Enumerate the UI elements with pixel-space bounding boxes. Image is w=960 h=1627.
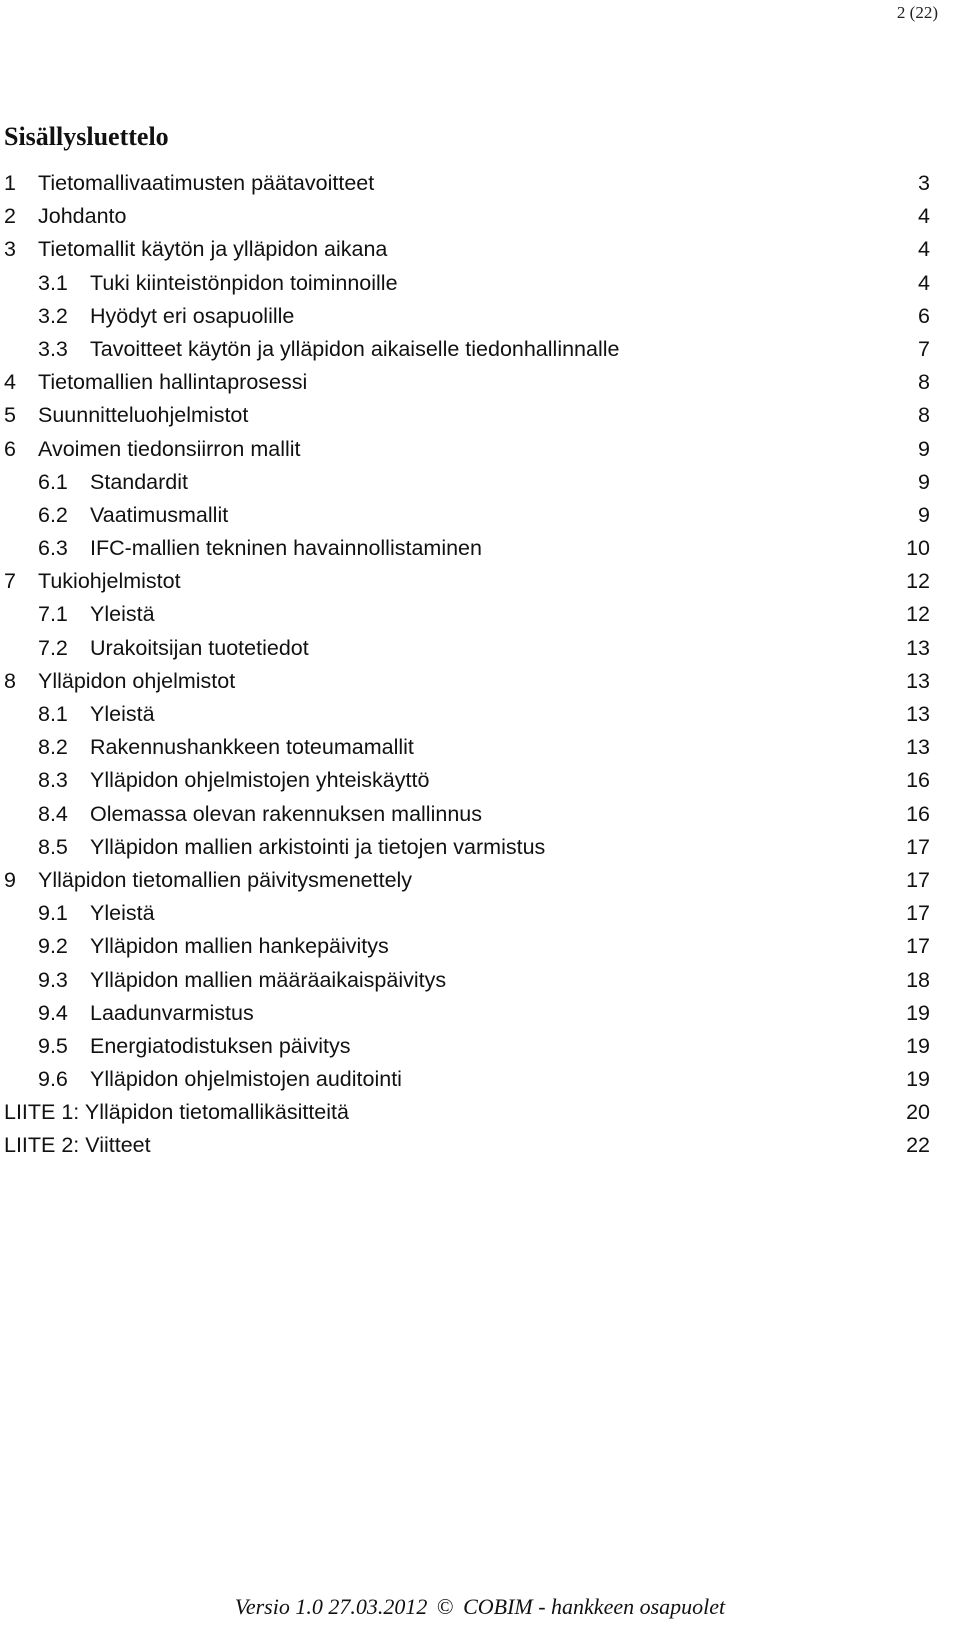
- toc-entry-label: LIITE 1: Ylläpidon tietomallikäsitteitä: [4, 1100, 349, 1125]
- toc-entry-label: Ylläpidon tietomallien päivitysmenettely: [38, 867, 413, 892]
- toc-entry-number: 7: [4, 569, 16, 594]
- toc-entry-label: Standardit: [90, 469, 189, 494]
- toc-entry-label: Olemassa olevan rakennuksen mallinnus: [90, 801, 482, 826]
- toc-entry-number: 8.3: [38, 768, 68, 793]
- copyright-icon: ©: [436, 1594, 454, 1619]
- toc-entry-page: 17: [906, 934, 930, 959]
- toc-entry-label: Yleistä: [90, 602, 155, 627]
- toc-entry[interactable]: [0, 499, 960, 532]
- toc-entry-number: 8.5: [38, 834, 68, 859]
- toc-entry-page: 13: [906, 735, 930, 760]
- toc-entry-label: Ylläpidon ohjelmistojen yhteiskäyttö: [90, 768, 430, 793]
- toc-title: Sisällysluettelo: [4, 122, 169, 151]
- toc-entry-number: 6: [4, 436, 16, 461]
- toc-entry-number: 8.4: [38, 801, 68, 826]
- toc-entry[interactable]: [0, 930, 960, 963]
- toc-entry[interactable]: [0, 1096, 960, 1129]
- toc-entry-label: Yleistä: [90, 901, 155, 926]
- toc-entry[interactable]: [0, 798, 960, 831]
- toc-entry-number: 8.1: [38, 702, 68, 726]
- toc-entry-number: 3: [4, 237, 16, 262]
- toc-entry[interactable]: [0, 897, 960, 930]
- toc-entry-page: 3: [918, 171, 930, 195]
- toc-entry-page: 19: [906, 1000, 930, 1025]
- toc-entry-label: Tavoitteet käytön ja ylläpidon aikaiselle tiedonhallinnalle: [90, 336, 620, 361]
- toc-entry-page: 20: [906, 1100, 930, 1125]
- toc-entry-label: Rakennushankkeen toteumamallit: [90, 735, 414, 760]
- toc-entry-number: 8.2: [38, 735, 68, 760]
- toc-entry-label: Ylläpidon mallien määräaikaispäivitys: [90, 967, 447, 992]
- toc-entry-page: 13: [906, 635, 930, 660]
- toc-entry-page: 4: [918, 204, 930, 229]
- toc-entry-label: Vaatimusmallit: [90, 502, 229, 527]
- toc-entry-label: Energiatodistuksen päivitys: [90, 1033, 351, 1058]
- page-number: 2 (22): [896, 3, 938, 22]
- toc-entry[interactable]: [0, 532, 960, 565]
- toc-entry[interactable]: [0, 1129, 960, 1162]
- toc-entry-label: Laadunvarmistus: [90, 1000, 254, 1025]
- toc-entry-number: 1: [4, 171, 16, 195]
- toc-entry-number: 6.1: [38, 469, 68, 494]
- toc-entry-label: Tukiohjelmistot: [38, 569, 181, 594]
- toc-entry[interactable]: [0, 399, 960, 432]
- toc-entry-page: 4: [918, 237, 930, 262]
- toc-entry-page: 16: [906, 801, 930, 826]
- toc-entry-page: 22: [906, 1133, 930, 1158]
- toc-entry-page: 19: [906, 1067, 930, 1092]
- toc-entry-number: 9.6: [38, 1067, 68, 1092]
- toc-entry[interactable]: [0, 300, 960, 333]
- toc-entry-page: 4: [918, 270, 930, 295]
- toc-entry-page: 12: [906, 569, 930, 594]
- toc-entry-number: 6.3: [38, 536, 68, 561]
- toc-entry-number: 3.2: [38, 303, 68, 328]
- toc-entry[interactable]: [0, 864, 960, 897]
- toc-entry-label: Tietomallit käytön ja ylläpidon aikana: [38, 237, 388, 262]
- toc-entry-page: 9: [918, 502, 930, 527]
- toc-entry-label: Johdanto: [38, 204, 127, 229]
- toc-entry[interactable]: [0, 1030, 960, 1063]
- toc-entry-page: 8: [918, 403, 930, 428]
- toc-entry-label: Hyödyt eri osapuolille: [90, 303, 295, 328]
- toc-entry-page: 6: [918, 303, 930, 328]
- toc-entry-label: Urakoitsijan tuotetiedot: [90, 635, 309, 660]
- toc-entry-page: 13: [906, 702, 930, 726]
- toc-entry-page: 7: [918, 336, 930, 361]
- toc-entry[interactable]: [0, 632, 960, 665]
- toc-entry-label: Suunnitteluohjelmistot: [38, 403, 249, 428]
- toc-entry-label: Ylläpidon ohjelmistojen auditointi: [90, 1067, 402, 1092]
- toc-entry-number: 3.1: [38, 270, 68, 295]
- toc-entry[interactable]: [0, 167, 960, 200]
- toc-entry-label: Ylläpidon mallien hankepäivitys: [90, 934, 389, 959]
- toc-entry[interactable]: [0, 433, 960, 466]
- toc-entry[interactable]: [0, 997, 960, 1030]
- toc-entry-page: 8: [918, 370, 930, 395]
- toc-entry-label: Tietomallien hallintaprosessi: [38, 370, 308, 395]
- toc-entry[interactable]: [0, 466, 960, 499]
- toc-entry-page: 19: [906, 1033, 930, 1058]
- toc-entry-label: Ylläpidon mallien arkistointi ja tietojen varmistus: [90, 834, 546, 859]
- toc-entry-page: 17: [906, 834, 930, 859]
- toc-entry-number: 9.4: [38, 1000, 68, 1025]
- toc-entry-number: 9.5: [38, 1033, 68, 1058]
- toc-entry-label: Tuki kiinteistönpidon toiminnoille: [90, 270, 398, 295]
- toc-entry[interactable]: [0, 366, 960, 399]
- toc-entry[interactable]: [0, 267, 960, 300]
- toc-entry-page: 17: [906, 901, 930, 926]
- toc-entry-number: 9: [4, 867, 16, 892]
- toc-entry[interactable]: [0, 233, 960, 266]
- toc-entry[interactable]: [0, 1063, 960, 1096]
- toc-entry[interactable]: [0, 731, 960, 764]
- toc-entry[interactable]: [0, 565, 960, 598]
- toc-entry-label: LIITE 2: Viitteet: [4, 1133, 151, 1158]
- toc-entry-page: 12: [906, 602, 930, 627]
- footer-organization: COBIM - hankkeen osapuolet: [463, 1594, 726, 1619]
- toc-entry-page: 18: [906, 967, 930, 992]
- toc-entry[interactable]: [0, 964, 960, 997]
- toc-entry-page: 17: [906, 867, 930, 892]
- toc-entry[interactable]: [0, 831, 960, 864]
- toc-entry-page: 9: [918, 469, 930, 494]
- toc-entry[interactable]: [0, 598, 960, 631]
- toc-entry[interactable]: [0, 333, 960, 366]
- toc-entry-label: Yleistä: [90, 702, 155, 726]
- table-of-contents: [0, 167, 960, 1163]
- toc-entry-label: Tietomallivaatimusten päätavoitteet: [38, 171, 375, 195]
- toc-entry-page: 13: [906, 668, 930, 693]
- toc-entry[interactable]: [0, 200, 960, 233]
- toc-entry-number: 9.3: [38, 967, 68, 992]
- toc-entry-page: 16: [906, 768, 930, 793]
- toc-entry-number: 7.2: [38, 635, 68, 660]
- toc-entry-number: 9.2: [38, 934, 68, 959]
- toc-entry[interactable]: [0, 764, 960, 797]
- toc-entry-label: Avoimen tiedonsiirron mallit: [38, 436, 301, 461]
- toc-entry-number: 9.1: [38, 901, 68, 926]
- toc-entry[interactable]: [0, 698, 960, 731]
- toc-entry-number: 4: [4, 370, 16, 395]
- toc-entry[interactable]: [0, 665, 960, 698]
- toc-entry-number: 7.1: [38, 602, 68, 627]
- toc-entry-number: 5: [4, 403, 16, 428]
- toc-entry-number: 6.2: [38, 502, 68, 527]
- toc-entry-page: 10: [906, 536, 930, 561]
- toc-entry-label: IFC-mallien tekninen havainnollistaminen: [90, 536, 482, 561]
- toc-entry-number: 2: [4, 204, 16, 229]
- toc-entry-number: 3.3: [38, 336, 68, 361]
- footer-version: Versio 1.0 27.03.2012: [234, 1594, 428, 1619]
- toc-entry-number: 8: [4, 668, 16, 693]
- page-footer: [0, 1594, 960, 1620]
- toc-entry-label: Ylläpidon ohjelmistot: [38, 668, 236, 693]
- toc-entry-page: 9: [918, 436, 930, 461]
